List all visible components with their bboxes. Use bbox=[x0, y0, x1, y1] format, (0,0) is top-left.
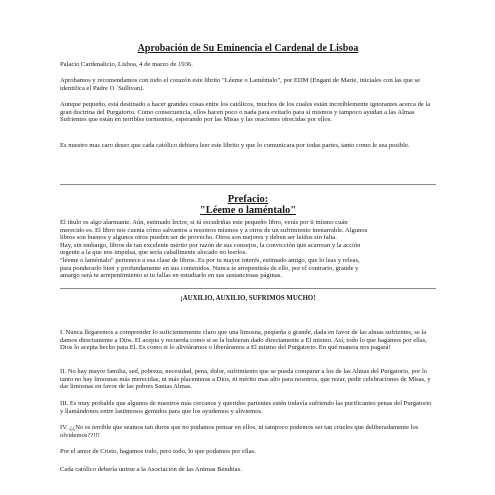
prefacio-line: Hay, sin embargo, libros de tan excelente mérito por razón de sus consejos, la convicción que acarrean y la acción bbox=[60, 241, 361, 249]
approval-paragraph bbox=[60, 101, 436, 124]
auxilio-paragraph bbox=[60, 400, 436, 415]
prefacio-paragraph bbox=[60, 219, 436, 280]
auxilio-paragraph-text: II. No hay mayor familia, sed, pobreza, necesidad, pena, dolor, sufrimiento que se pueda comparar a los de las Almas del Purgatorio, por lo tanto no hay limosnas más merecidas, ni más placenteras a Dios, ni mérito mas alto para nosotros, que rezar, pedir celebraciones de Misas, y dar limosnas en favor de las pobres Santas Almas. bbox=[60, 368, 431, 391]
section-divider bbox=[60, 288, 436, 289]
place-date bbox=[60, 61, 436, 69]
auxilio-paragraph bbox=[60, 448, 436, 456]
prefacio-line: para ponderarlo bien y profundamente en sus contenidos. Nunca te arrepentirás de ello, por el contrario, grande y bbox=[60, 264, 359, 272]
auxilio-paragraph bbox=[60, 368, 436, 391]
prefacio-title-line: "Léeme o laméntalo" bbox=[199, 205, 297, 216]
prefacio-line: El título es algo alarmante. Aún, estimado lector, si tú escudriñas este pequeño libro, verás por ti mismo cuán bbox=[60, 219, 348, 226]
place-date-text: Palacio Cardenalicio, Lisboa, 4 de marzo de 1936. bbox=[60, 61, 193, 68]
prefacio-line: libros son buenos y algunos otros pueden ser de provecho. Otros son mejores y deben ser leídos sin falta. bbox=[60, 234, 337, 242]
auxilio-paragraph-text: I. Nunca llegaremos a comprender lo suficientemente claro que una limosna, pequeña o grande, dada en favor de las almas sufrientes, se la damos directamente a Dios. El acepta y recuerda como si se la hubieran dado directamente a El mismo. Así, todo lo que hagamos por ellas, Dios lo acepta hecho para El. Es como si lo aliviáramos o liberáramos a El mismo del Purgatorio. En qué manera nos pagará! bbox=[60, 329, 427, 352]
auxilio-paragraph-text: Cada católico debería unirse a la Asociación de las Animas Benditas. bbox=[60, 466, 242, 473]
approval-paragraph-text: Es nuestro mas caro deseo que cada católico debiera leer este librito y que lo comunicara por todas partes, tanto como le sea posible. bbox=[60, 142, 410, 149]
approval-paragraph-text: Aunque pequeño, está destinado a hacer grandes cosas entre los católicos, muchos de los cuales están increíblemente ignorantes acerca de la gran doctrina del Purgatorio. Como consecuencia, ellos hacen poco o nada para evitarlo para sí mismos y tampoco ayudan a las Almas Sufrientes que están en terribles tormentos, esperando por las Misas y las oraciones ofrecidas por ellos. bbox=[60, 101, 431, 124]
prefacio-title-line: Prefacio: bbox=[227, 194, 269, 205]
auxilio-paragraph-text: IV. ¿¿No es terrible que seamos tan duros que no podamos pensar en ellos, ni tampoco podemos ser tan crueles que deliberadamente los olvidemos??!!! bbox=[60, 424, 419, 439]
approval-paragraph bbox=[60, 77, 436, 92]
auxilio-paragraph bbox=[60, 424, 436, 439]
auxilio-paragraph-text: Por el amor de Cristo, hagamos todo, pero todo, lo que podamos por ellas. bbox=[60, 448, 256, 455]
auxilio-heading: ¡AUXILIO, AUXILIO, SUFRIMOS MUCHO! bbox=[180, 295, 316, 302]
prefacio-title bbox=[60, 194, 436, 216]
prefacio-line: "léeme o laméntalo" pertenece a esa clase de libros. Es por tu mayor interés, estimado amigo, que lo leas y releas, bbox=[60, 256, 360, 264]
approval-paragraph bbox=[60, 142, 436, 150]
auxilio-paragraph bbox=[60, 329, 436, 352]
prefacio-line: amargo será tu arrepentimiento si tu fallas en estudiarlo en sus sustanciosas páginas. bbox=[60, 272, 282, 280]
auxilio-paragraph-text: III. Es muy probable que algunos de nuestros más cercanos y queridos parientes estén todavía sufriendo las purificantes penas del Purgatorio y llamándonos entre lastimosos gemidos para que los ayudemos y aliviemos. bbox=[60, 400, 432, 415]
page-title: Aprobación de Su Eminencia el Cardenal de Lisboa bbox=[137, 43, 359, 54]
prefacio-line: urgente a la que nos impulsa, que sería caballmente alocado no leerlos. bbox=[60, 249, 247, 257]
auxilio-paragraph bbox=[60, 466, 436, 474]
prefacio-line: merecido es. El libro nos cuenta cómo salvarnos a nosotros mismos y a otros de un sufrimiento inenarrable. Algunos bbox=[60, 226, 368, 234]
approval-paragraph-text: Aprobamos y recomendamos con todo el corazón este librito "Léeme o Laméntalo", por EDM (Engant de Marie, iniciales con las que se identifica el Padre O `Sullivan). bbox=[60, 77, 421, 92]
section-divider bbox=[60, 184, 436, 185]
